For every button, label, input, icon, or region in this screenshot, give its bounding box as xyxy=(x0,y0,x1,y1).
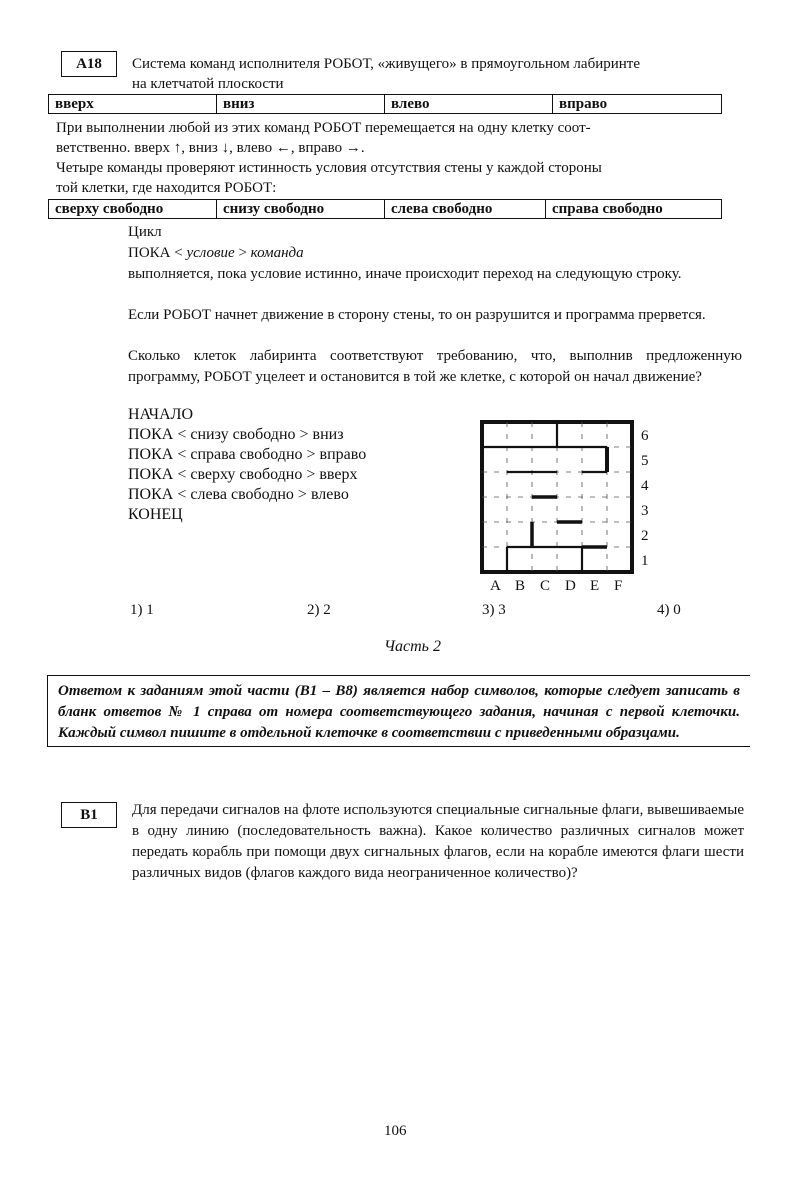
answer-option-3: 3) 3 xyxy=(482,602,506,618)
maze-row-label: 1 xyxy=(641,553,649,569)
a18-check-text-line2: той клетки, где находится РОБОТ: xyxy=(56,180,277,196)
labyrinth-figure xyxy=(478,418,638,578)
move-command-cell: вправо xyxy=(553,95,722,114)
program-line: ПОКА < справа свободно > вправо xyxy=(128,446,367,463)
answer-option-2: 2) 2 xyxy=(307,602,331,618)
program-line: НАЧАЛО xyxy=(128,406,194,423)
check-command-cell: слева свободно xyxy=(385,200,546,219)
b1-text: Для передачи сигналов на флоте используются специальные сигнальные флаги, вывешиваемые в одну линию (последовательность важна). Какое количество различных сигналов может передать корабль при помощи двух сигнальных флагов, если на корабле имеются флаги шести различных видов (флагов каждого вида неограниченное количество)? xyxy=(132,802,744,881)
answer-option-1: 1) 1 xyxy=(130,602,154,618)
check-command-cell: справа свободно xyxy=(546,200,722,219)
cycle-middle: > xyxy=(238,245,247,261)
program-line: ПОКА < снизу свободно > вниз xyxy=(128,426,344,443)
maze-col-label: F xyxy=(614,578,623,594)
crash-text: Если РОБОТ начнет движение в сторону стены, то он разрушится и программа прервется. xyxy=(128,307,706,323)
maze-row-label: 6 xyxy=(641,428,649,444)
maze-col-label: D xyxy=(565,578,576,594)
move-command-cell: вверх xyxy=(49,95,217,114)
maze-col-label: A xyxy=(490,578,501,594)
a18-move-text-line2: ветственно. вверх ↑, вниз ↓, влево ←, вправо →. xyxy=(56,140,365,156)
maze-row-label: 2 xyxy=(641,528,649,544)
a18-intro-line2: на клетчатой плоскости xyxy=(132,76,284,92)
cycle-command: команда xyxy=(250,245,304,261)
maze-col-label: E xyxy=(590,578,600,594)
answer-option-4: 4) 0 xyxy=(657,602,681,618)
move-commands-table xyxy=(48,94,722,114)
check-command-cell: снизу свободно xyxy=(217,200,385,219)
maze-col-label: C xyxy=(540,578,551,594)
cycle-condition: условие xyxy=(186,245,235,261)
part-title: Часть 2 xyxy=(384,638,441,655)
part2-instructions: Ответом к заданиям этой части (В1 – В8) является набор символов, которые следует записать в бланк ответов № 1 справа от номера соответствующего задания, начиная с первой клеточки. Каждый символ пишите в отдельной клеточке в соответствии с приведенными образцами. xyxy=(47,675,750,747)
cycle-text: выполняется, пока условие истинно, иначе происходит переход на следующую строку. xyxy=(128,266,682,282)
task-number-b1: В1 xyxy=(61,802,117,828)
move-command-cell: вниз xyxy=(217,95,385,114)
cycle-syntax xyxy=(128,243,304,264)
cycle-word: Цикл xyxy=(128,224,162,240)
check-commands-table xyxy=(48,199,722,219)
page-number: 106 xyxy=(384,1123,407,1139)
program-line: КОНЕЦ xyxy=(128,506,183,523)
labyrinth-walls xyxy=(482,422,607,572)
a18-intro-line1: Система команд исполнителя РОБОТ, «живущего» в прямоугольном лабиринте xyxy=(132,56,641,72)
task-number-a18: A18 xyxy=(61,51,117,77)
cycle-prefix: ПОКА < xyxy=(128,245,183,261)
maze-row-label: 3 xyxy=(641,503,649,519)
maze-row-label: 4 xyxy=(641,478,649,494)
robot-program xyxy=(128,405,366,525)
a18-move-text-line1: При выполнении любой из этих команд РОБОТ перемещается на одну клетку соот- xyxy=(56,120,591,136)
move-command-cell: влево xyxy=(385,95,553,114)
question-text: Сколько клеток лабиринта соответствуют требованию, что, выполнив предложенную программу, РОБОТ уцелеет и остановится в той же клетке, с которой он начал движение? xyxy=(128,348,742,385)
check-command-cell: сверху свободно xyxy=(49,200,217,219)
program-line: ПОКА < слева свободно > влево xyxy=(128,486,349,503)
program-line: ПОКА < сверху свободно > вверх xyxy=(128,466,358,483)
maze-row-label: 5 xyxy=(641,453,649,469)
a18-check-text-line1: Четыре команды проверяют истинность условия отсутствия стены у каждой стороны xyxy=(56,160,602,176)
maze-col-label: B xyxy=(515,578,526,594)
